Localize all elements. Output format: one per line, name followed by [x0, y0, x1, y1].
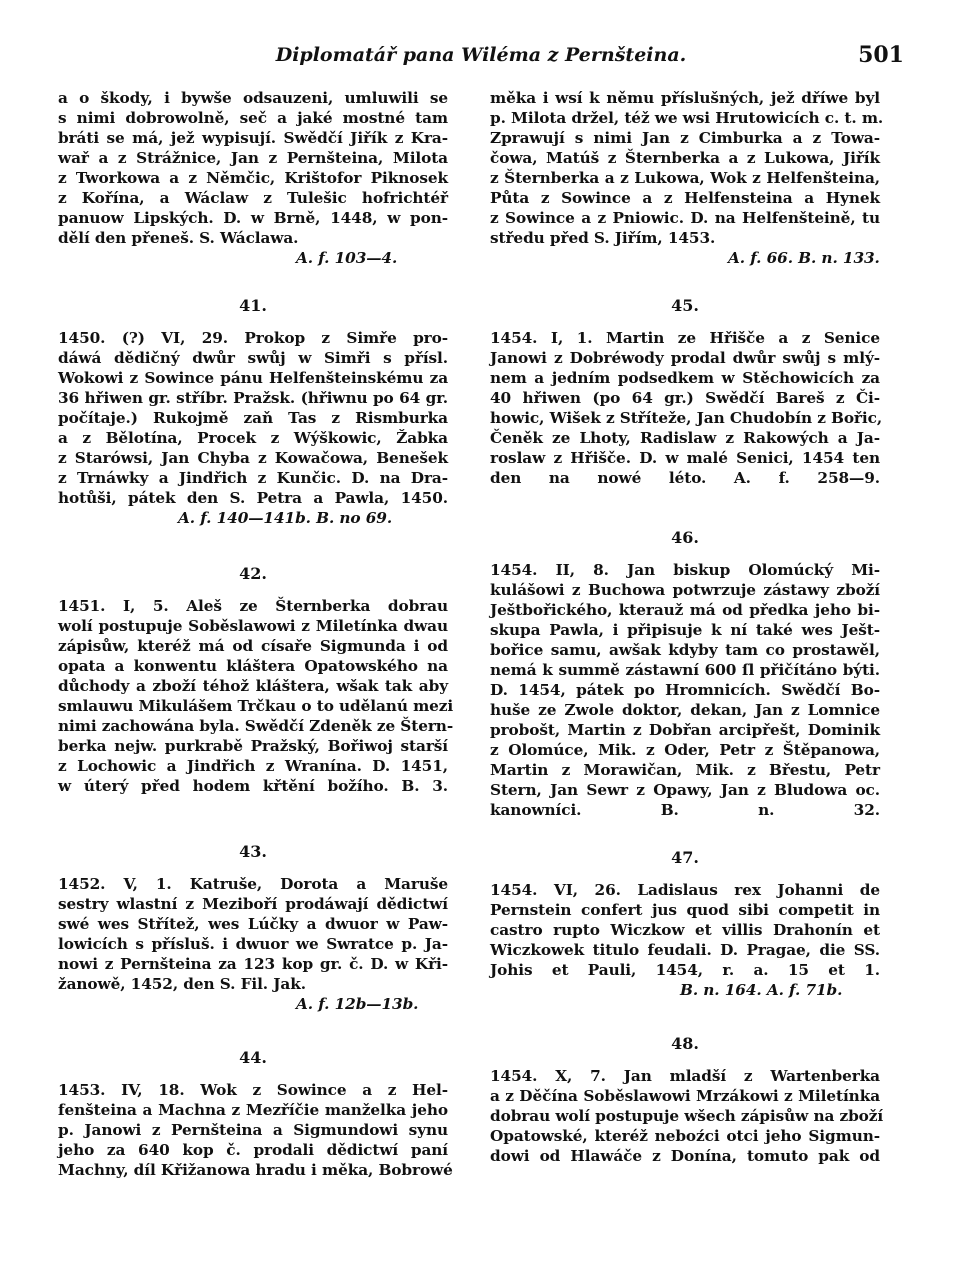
text-line: Zprawují s nimi Jan z Cimburka a z Towa- — [490, 129, 880, 147]
entry-number: 43. — [239, 842, 267, 861]
text-line: den na nowé léto. A. f. 258—9. — [490, 469, 880, 487]
text-line: z Olomúce, Mik. z Oder, Petr z Štěpanowa, — [490, 741, 880, 759]
text-line: z Tworkowa a z Němčic, Krištofor Piknosek — [58, 169, 448, 187]
text-line: Wiczkowek titulo feudali. D. Pragae, die SS. — [490, 941, 880, 959]
text-line: swé wes Střítež, wes Lúčky a dwuor w Paw- — [58, 915, 448, 933]
text-line: p. Janowi z Pernšteina a Sigmundowi synu — [58, 1121, 448, 1139]
text-line: roslaw z Hřišče. D. w malé Senici, 1454 ten — [490, 449, 880, 467]
text-line: žanowě, 1452, den S. Fil. Jak. — [58, 975, 306, 993]
text-line: Půta z Sowince a z Helfensteina a Hynek — [490, 189, 880, 207]
text-line: sestry wlastní z Meziboří prodáwají dědictwí — [58, 895, 448, 913]
text-line: Machny, díl Křižanowa hradu i měka, Bobrowé — [58, 1161, 453, 1179]
text-line: Stern, Jan Sewr z Opawy, Jan z Bludowa oc. — [490, 781, 880, 799]
source-reference: A. f. 103—4. — [296, 249, 398, 267]
running-header — [58, 42, 904, 72]
text-line: smlauwu Mikulášem Trčkau o to udělanú mezi — [58, 697, 454, 715]
entry-number: 47. — [671, 848, 699, 867]
text-line: probošt, Martin z Dobřan arcipřešt, Dominik — [490, 721, 880, 739]
text-line: wař a z Strážnice, Jan z Pernšteina, Milota — [58, 149, 448, 167]
text-line: dáwá dědičný dwůr swůj w Simři s přísl. — [58, 349, 448, 367]
text-line: dobrau wolí postupuje wšech zápisůw na zboží — [490, 1107, 884, 1125]
text-line: bráti se má, jež wypisují. Swědčí Jiřík z Kra- — [58, 129, 448, 147]
text-line: Janowi z Dobréwody prodal dwůr swůj s mlý- — [490, 349, 880, 367]
text-line: nemá k summě zástawní 600 ſl přičítáno býti. — [490, 661, 880, 679]
text-line: panuow Lipských. D. w Brně, 1448, w pon- — [58, 209, 448, 227]
text-line: 1451. I, 5. Aleš ze Šternberka dobrau — [58, 597, 448, 615]
text-line: bořice samu, awšak kdyby tam co prostawěl, — [490, 641, 880, 659]
entry-number: 42. — [239, 564, 267, 583]
text-line: měka i wsí k němu příslušných, jež dříwe byl — [490, 89, 880, 107]
text-line: 1454. II, 8. Jan biskup Olomúcký Mi- — [490, 561, 880, 579]
text-line: z Kořína, a Wáclaw z Tulešic hofrichtéř — [58, 189, 448, 207]
text-line: berka nejw. purkrabě Pražský, Bořiwoj starší — [58, 737, 448, 755]
text-line: jeho za 640 kop č. prodali dědictwí paní — [58, 1141, 448, 1159]
text-line: zápisůw, kteréž má od císaře Sigmunda i od — [58, 637, 448, 655]
text-line: kanowníci. B. n. 32. — [490, 801, 880, 819]
text-line: z Trnáwky a Jindřich z Kunčic. D. na Dra- — [58, 469, 448, 487]
source-reference: A. f. 66. B. n. 133. — [728, 249, 880, 267]
text-line: kulášowi z Buchowa potwrzuje zástawy zboží — [490, 581, 880, 599]
right-column — [490, 88, 884, 1188]
text-line: nowi z Pernšteina za 123 kop gr. č. D. w Kři- — [58, 955, 448, 973]
source-reference: B. n. 164. A. f. 71b. — [680, 981, 843, 999]
text-line: Wokowi z Sowince pánu Helfenšteinskému za — [58, 369, 448, 387]
text-line: 1452. V, 1. Katruše, Dorota a Maruše — [58, 875, 448, 893]
page-number: 501 — [858, 42, 904, 68]
text-line: 36 hřiwen gr. stříbr. Pražsk. (hřiwnu po 64 gr. — [58, 389, 448, 407]
text-line: dělí den přeneš. S. Wáclawa. — [58, 229, 299, 247]
text-line: 40 hřiwen (po 64 gr.) Swědčí Bareš z Či- — [490, 389, 880, 407]
entry-number: 41. — [239, 296, 267, 315]
text-line: 1454. VI, 26. Ladislaus rex Johanni de — [490, 881, 880, 899]
entry-number: 44. — [239, 1048, 267, 1067]
text-line: lowicích s přísluš. i dwuor we Swratce p. Ja- — [58, 935, 448, 953]
text-line: Ještbořického, kterauž má od předka jeho bi- — [490, 601, 880, 619]
text-line: z Sowince a z Pniowic. D. na Helfenšteině, tu — [490, 209, 880, 227]
entry-number: 45. — [671, 296, 699, 315]
text-line: w úterý před hodem křtění božího. B. 3. — [58, 777, 448, 795]
text-line: hotůši, pátek den S. Petra a Pawla, 1450. — [58, 489, 448, 507]
text-line: nem a jedním podsedkem w Stěchowicích za — [490, 369, 880, 387]
text-line: fenšteina a Machna z Mezříčie manželka jeho — [58, 1101, 448, 1119]
text-line: 1453. IV, 18. Wok z Sowince a z Hel- — [58, 1081, 448, 1099]
text-line: Johis et Pauli, 1454, r. a. 15 et 1. — [490, 961, 880, 979]
text-line: s nimi dobrowolně, seč a jaké mostné tam — [58, 109, 448, 127]
text-line: středu před S. Jiřím, 1453. — [490, 229, 716, 247]
left-column — [58, 88, 454, 1188]
text-line: skupa Pawla, i připisuje k ní také wes Ješt- — [490, 621, 880, 639]
text-line: a o škody, i bywše odsauzeni, umluwili se — [58, 89, 448, 107]
text-line: 1454. I, 1. Martin ze Hřišče a z Senice — [490, 329, 880, 347]
text-line: Čeněk ze Lhoty, Radislaw z Rakowých a Ja- — [490, 429, 880, 447]
text-line: wolí postupuje Soběslawowi z Miletínka dwau — [58, 617, 448, 635]
entry-number: 48. — [671, 1034, 699, 1053]
text-line: z Starówsi, Jan Chyba z Kowačowa, Benešek — [58, 449, 448, 467]
text-line: z Šternberka a z Lukowa, Wok z Helfenšteina, — [490, 169, 880, 187]
source-reference: A. f. 12b—13b. — [296, 995, 419, 1013]
running-title: Diplomatář pana Wiléma z Pernšteina. — [275, 44, 687, 66]
text-line: howic, Wišek z Stříteže, Jan Chudobín z Bořic, — [490, 409, 883, 427]
text-line: castro rupto Wiczkow et villis Drahonín et — [490, 921, 880, 939]
text-line: p. Milota držel, též we wsi Hrutowicích c. t. m. — [490, 109, 884, 127]
text-line: počítaje.) Rukojmě zaň Tas z Rismburka — [58, 409, 448, 427]
text-line: důchody a zboží téhož kláštera, wšak tak aby — [58, 677, 448, 695]
text-line: opata a konwentu kláštera Opatowského na — [58, 657, 448, 675]
text-line: a z Bělotína, Procek z Wýškowic, Žabka — [58, 429, 448, 447]
text-line: Pernstein confert jus quod sibi competit in — [490, 901, 880, 919]
text-line: dowi od Hlawáče z Donína, tomuto pak od — [490, 1147, 880, 1165]
text-line: Martin z Morawičan, Mik. z Břestu, Petr — [490, 761, 880, 779]
text-line: z Lochowic a Jindřich z Wranína. D. 1451, — [58, 757, 448, 775]
text-line: Opatowské, kteréž neboźci otci jeho Sigmun- — [490, 1127, 880, 1145]
text-line: nimi zachowána byla. Swědčí Zdeněk ze Štern- — [58, 717, 454, 735]
entry-number: 46. — [671, 528, 699, 547]
text-line: 1454. X, 7. Jan mladší z Wartenberka — [490, 1067, 880, 1085]
source-reference: A. f. 140—141b. B. no 69. — [178, 509, 393, 527]
text-line: 1450. (?) VI, 29. Prokop z Simře pro- — [58, 329, 448, 347]
text-line: a z Děčína Soběslawowi Mrzákowi z Miletínka — [490, 1087, 880, 1105]
text-line: D. 1454, pátek po Hromnicích. Swědčí Bo- — [490, 681, 880, 699]
text-line: čowa, Matúš z Šternberka a z Lukowa, Jiřík — [490, 149, 880, 167]
text-line: huše ze Zwole doktor, dekan, Jan z Lomnice — [490, 701, 880, 719]
